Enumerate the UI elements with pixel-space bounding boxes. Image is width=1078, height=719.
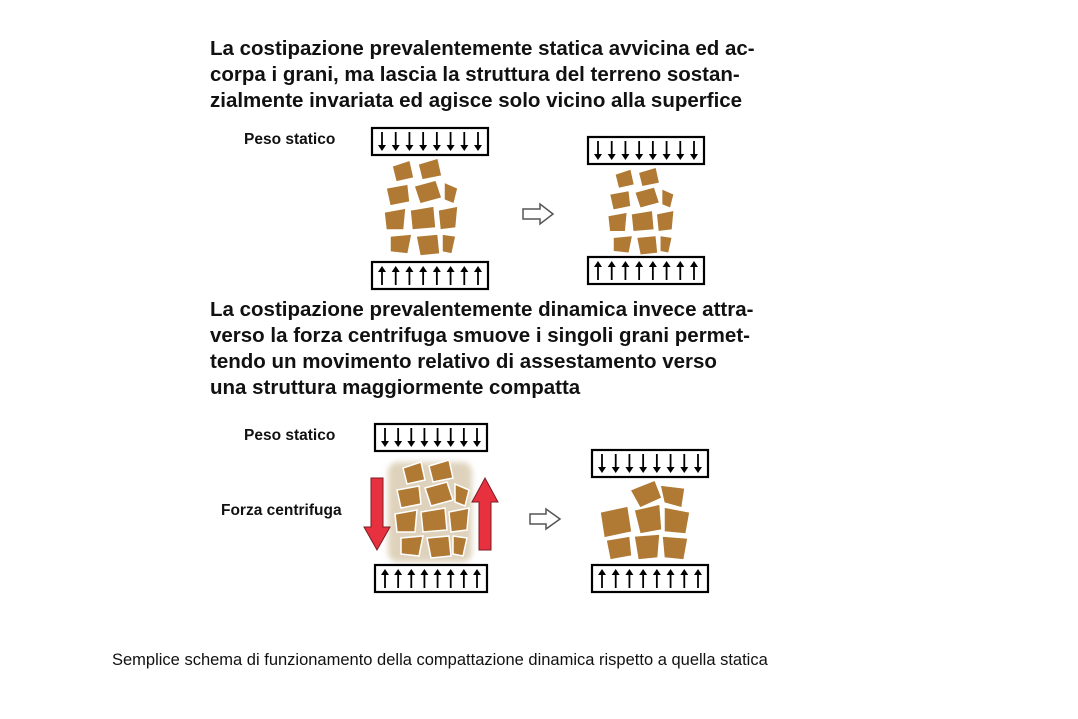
soil-grain bbox=[638, 167, 660, 187]
soil-grain bbox=[635, 187, 660, 209]
static-text-line-2: corpa i grani, ma lascia la struttura del terreno sostan- bbox=[210, 63, 740, 86]
plate-top-dynamic-after bbox=[592, 450, 708, 477]
dynamic-text-line-2: verso la forza centrifuga smuove i singoli grani permet- bbox=[210, 324, 750, 347]
plate-bottom-static-after bbox=[588, 257, 704, 284]
soil-grain bbox=[427, 536, 451, 558]
soil-grain bbox=[421, 508, 447, 532]
soil-grain bbox=[656, 210, 674, 232]
soil-grain bbox=[442, 234, 456, 254]
soil-grain bbox=[608, 212, 628, 232]
soil-grain bbox=[384, 208, 406, 230]
plate-bottom-static-before bbox=[372, 262, 488, 289]
soil-grain bbox=[390, 234, 412, 254]
soil-grain bbox=[613, 235, 633, 253]
plate-bottom-dynamic-after bbox=[592, 565, 708, 592]
soil-grain bbox=[397, 486, 421, 508]
process-arrow-static bbox=[523, 204, 553, 224]
process-arrow-dynamic bbox=[530, 509, 560, 529]
soil-grain bbox=[636, 235, 658, 255]
soil-grain bbox=[660, 235, 673, 253]
grain-cluster-static-before bbox=[384, 158, 458, 256]
centrifugal-arrow-down-icon bbox=[364, 478, 390, 550]
plate-bottom-dynamic-before bbox=[375, 565, 487, 592]
soil-grain bbox=[449, 508, 469, 532]
plate-top-static-before bbox=[372, 128, 488, 155]
centrifugal-arrow-up-icon bbox=[472, 478, 498, 550]
soil-grain bbox=[395, 510, 417, 532]
soil-grain bbox=[401, 536, 423, 556]
plate-top-static-after bbox=[588, 137, 704, 164]
figure-caption: Semplice schema di funzionamento della compattazione dinamica rispetto a quella statica bbox=[112, 651, 768, 669]
dynamic-text-line-3: tendo un movimento relativo di assestamento verso bbox=[210, 350, 717, 373]
soil-grain bbox=[414, 180, 442, 204]
static-weight-label-bottom: Peso statico bbox=[244, 427, 336, 444]
centrifugal-force-label: Forza centrifuga bbox=[221, 502, 342, 519]
soil-grain bbox=[410, 206, 436, 230]
soil-grain bbox=[444, 182, 458, 204]
static-text-line-1: La costipazione prevalentemente statica avvicina ed ac- bbox=[210, 37, 755, 60]
grain-cluster-dynamic-after bbox=[600, 480, 690, 560]
soil-grain bbox=[416, 234, 440, 256]
static-weight-label-top: Peso statico bbox=[244, 131, 336, 148]
dynamic-text-line-4: una struttura maggiormente compatta bbox=[210, 376, 581, 399]
dynamic-text-line-1: La costipazione prevalentemente dinamica invece attra- bbox=[210, 298, 754, 321]
static-text-line-3: zialmente invariata ed agisce solo vicino alla superfice bbox=[210, 89, 743, 112]
plate-top-dynamic-before bbox=[375, 424, 487, 451]
soil-grain bbox=[662, 189, 675, 209]
soil-grain bbox=[615, 169, 635, 189]
grain-cluster-static-after bbox=[608, 167, 675, 255]
soil-grain bbox=[386, 184, 410, 206]
soil-grain bbox=[609, 190, 631, 210]
soil-grain bbox=[392, 160, 414, 182]
soil-grain bbox=[418, 158, 442, 180]
soil-grain bbox=[438, 206, 458, 230]
soil-grain bbox=[631, 210, 654, 232]
